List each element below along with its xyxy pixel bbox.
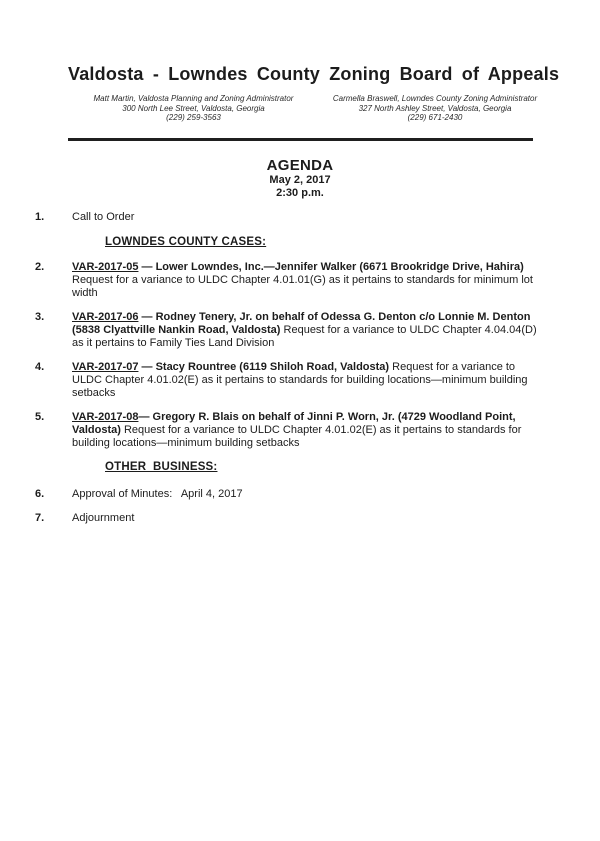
- item-text: Approval of Minutes: April 4, 2017: [72, 487, 243, 500]
- item-text: Call to Order: [72, 210, 135, 223]
- item-text: [72, 261, 537, 300]
- item-number: 3.: [35, 310, 45, 323]
- case-id: VAR-2017-08: [72, 410, 139, 423]
- agenda-item: [35, 411, 600, 450]
- case-description: Request for a variance to ULDC Chapter 4.01.02(E) as it pertains to standards for building locations—minimum building setbacks: [72, 423, 525, 449]
- administrator-phone: (229) 259-3563: [166, 113, 221, 122]
- case-id: VAR-2017-05: [72, 260, 139, 273]
- item-text: [72, 361, 537, 400]
- case-title: — Gregory R. Blais on behalf of Jinni P. Worn, Jr. (4729 Woodland Point, Valdosta): [72, 410, 519, 436]
- document-title: Valdosta - Lowndes County Zoning Board of Appeals: [68, 64, 560, 84]
- case-description: Request for a variance to ULDC Chapter 4.01.02(E) as it pertains to standards for building locations—minimum building setbacks: [72, 360, 531, 399]
- agenda-item: [35, 261, 600, 300]
- administrator-left: [72, 94, 315, 123]
- administrator-phone: (229) 671-2430: [407, 113, 463, 122]
- administrator-right: [315, 94, 555, 123]
- section-heading: LOWNDES COUNTY CASES:: [105, 235, 267, 248]
- administrators-row: [0, 94, 600, 123]
- agenda-item: [35, 361, 600, 400]
- administrator-name: Matt Martin, Valdosta Planning and Zoning Administrator: [93, 94, 294, 103]
- case-description: Request for a variance to ULDC Chapter 4.04.04(D) as it pertains to Family Ties Land Division: [72, 323, 540, 349]
- administrator-name: Carmella Braswell, Lowndes County Zoning Administrator: [332, 94, 538, 103]
- case-description: Request for a variance to ULDC Chapter 4.01.01(G) as it pertains to standards for minimum lot width: [72, 273, 537, 299]
- agenda-item: [35, 211, 600, 224]
- header-divider: [68, 138, 533, 141]
- case-id: VAR-2017-07: [72, 360, 139, 373]
- meeting-date: May 2, 2017: [269, 173, 331, 186]
- case-id: VAR-2017-06: [72, 310, 139, 323]
- administrator-address: 300 North Lee Street, Valdosta, Georgia: [122, 103, 265, 113]
- case-title: — Lower Lowndes, Inc.—Jennifer Walker (6671 Brookridge Drive, Hahira): [138, 260, 527, 273]
- item-number: 7.: [35, 511, 45, 524]
- item-number: 2.: [35, 260, 45, 273]
- item-text: [72, 310, 540, 350]
- administrator-address: 327 North Ashley Street, Valdosta, Georgia: [358, 103, 512, 113]
- item-text: [72, 411, 537, 450]
- agenda-item: [35, 488, 600, 501]
- meeting-block: [0, 157, 600, 200]
- item-number: 6.: [35, 487, 45, 500]
- agenda-item: [35, 512, 600, 525]
- item-number: 1.: [35, 210, 45, 223]
- agenda-heading: AGENDA: [266, 156, 334, 174]
- meeting-time: 2:30 p.m.: [276, 186, 324, 199]
- agenda-items: [0, 211, 600, 525]
- section-heading: OTHER BUSINESS:: [105, 460, 218, 473]
- item-text: Adjournment: [72, 511, 135, 524]
- case-title: — Rodney Tenery, Jr. on behalf of Odessa G. Denton c/o Lonnie M. Denton (5838 Clyattville Nankin Road, Valdosta): [72, 310, 534, 336]
- case-title: — Stacy Rountree (6119 Shiloh Road, Valdosta): [138, 360, 393, 373]
- agenda-document: [0, 64, 600, 841]
- item-number: 5.: [35, 410, 45, 423]
- agenda-item: [35, 311, 600, 350]
- item-number: 4.: [35, 360, 45, 373]
